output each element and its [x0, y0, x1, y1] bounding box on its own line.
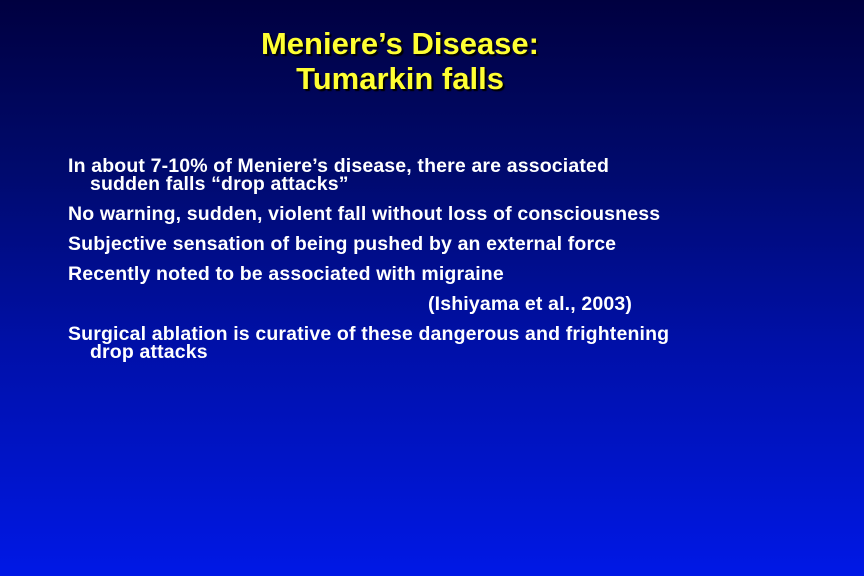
bullet-4: Recently noted to be associated with migraine — [68, 263, 504, 285]
slide-title — [200, 26, 600, 96]
bullet-5-line-1: Surgical ablation is curative of these dangerous and frightening — [68, 323, 670, 345]
slide-body — [68, 156, 848, 362]
bullet-1-line-1: In about 7-10% of Meniere’s disease, there are associated — [68, 155, 610, 177]
bullet-1-line-2: sudden falls “drop attacks” — [90, 173, 349, 195]
bullet-3: Subjective sensation of being pushed by an external force — [68, 233, 617, 255]
title-line-1: Meniere’s Disease: — [260, 26, 539, 61]
title-line-2: Tumarkin falls — [296, 61, 504, 96]
bullet-5-line-2: drop attacks — [90, 341, 208, 363]
bullet-2: No warning, sudden, violent fall without loss of consciousness — [68, 203, 661, 225]
bullet-4-citation: (Ishiyama et al., 2003) — [428, 293, 632, 315]
